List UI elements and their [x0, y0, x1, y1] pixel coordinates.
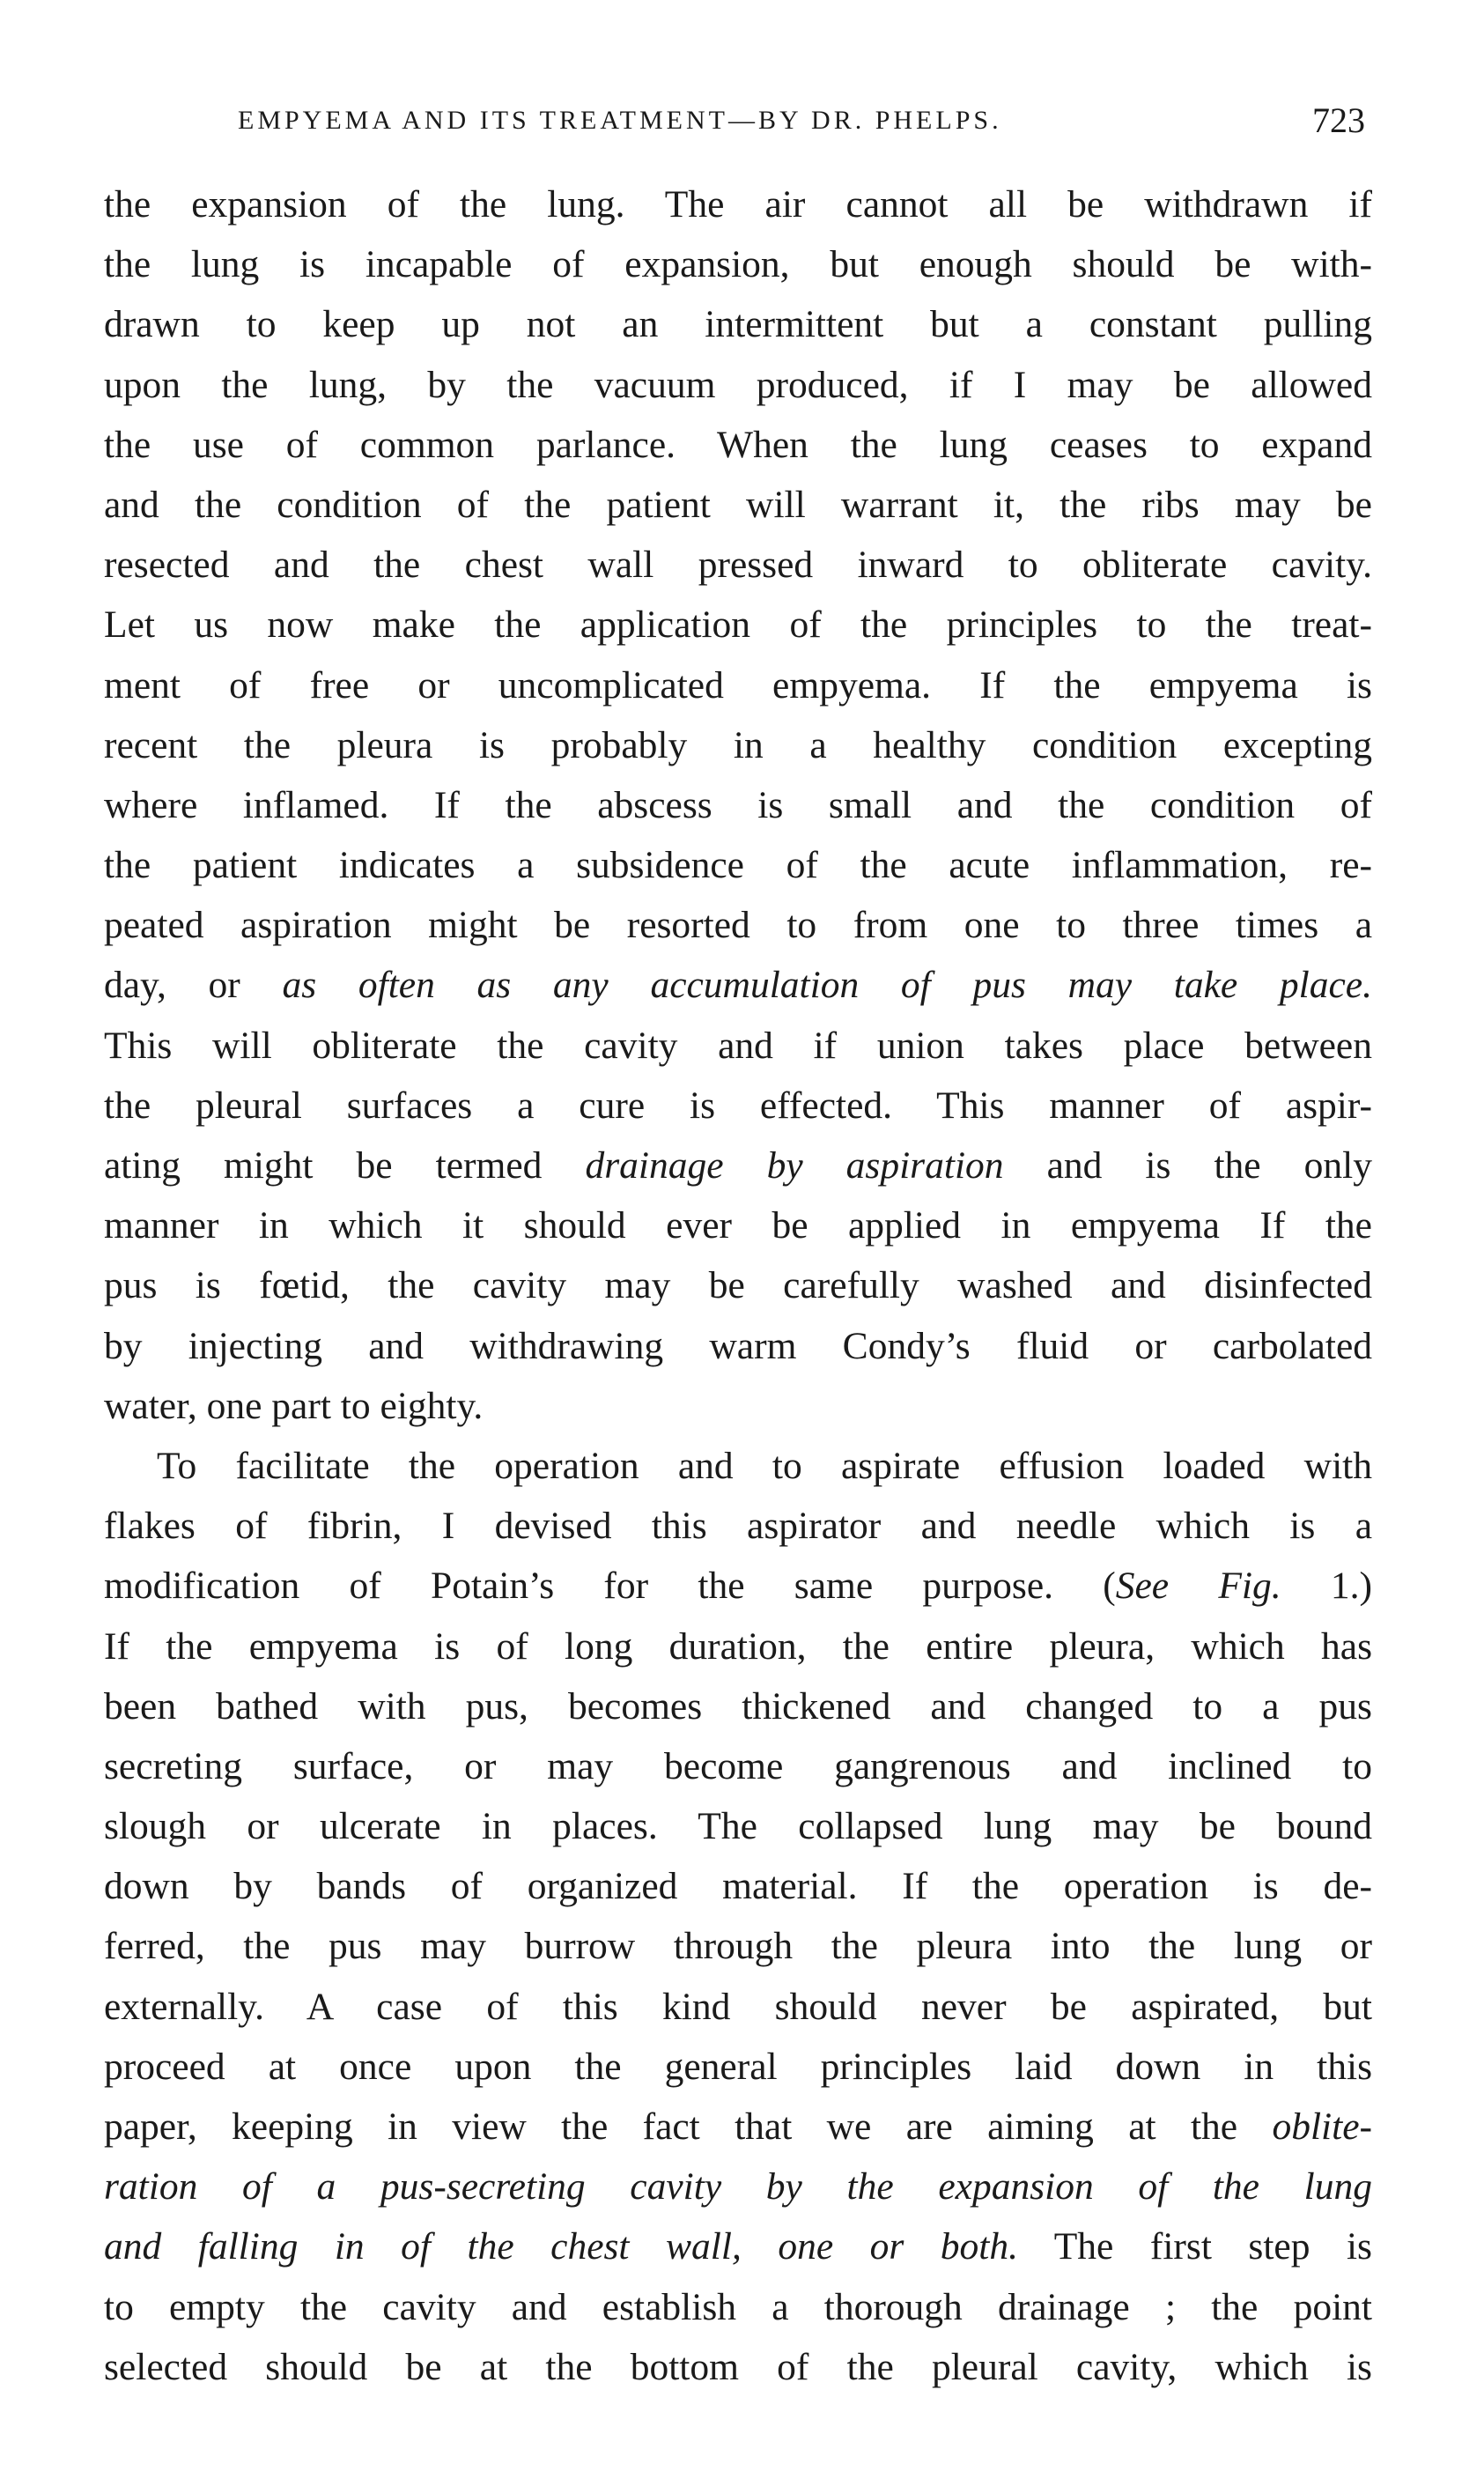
text-line [104, 1916, 1372, 1976]
text-segment: pus is fœtid, the cavity may be carefully washed and disinfected [104, 1264, 1372, 1307]
text-segment: Let us now make the application of the principles to the treat- [104, 603, 1372, 647]
italic-text: oblite- [1272, 2105, 1372, 2148]
text-segment: and the condition of the patient will warrant it, the ribs may be [104, 483, 1372, 526]
running-title: EMPYEMA AND ITS TREATMENT—BY DR. PHELPS. [238, 106, 1002, 135]
text-segment: ferred, the pus may burrow through the pleura into the lung or [104, 1925, 1372, 1968]
text-line [104, 174, 1372, 234]
italic-text: drainage by aspiration [585, 1144, 1004, 1187]
text-segment: the pleural surfaces a cure is effected. This manner of aspir- [104, 1084, 1372, 1127]
italic-text: See Fig. [1115, 1565, 1281, 1608]
text-segment: secreting surface, or may become gangrenous and inclined to [104, 1744, 1372, 1787]
text-segment: To facilitate the operation and to aspirate effusion loaded with [157, 1444, 1372, 1487]
text-line [104, 2337, 1372, 2397]
text-line [104, 1195, 1372, 1255]
text-line [104, 1977, 1372, 2037]
text-segment: drawn to keep up not an intermittent but a constant pulling [104, 303, 1372, 346]
text-segment: externally. A case of this kind should never be aspirated, but [104, 1985, 1372, 2028]
text-line [104, 955, 1372, 1015]
text-segment: by injecting and withdrawing warm Condy’s fluid or carbolated [104, 1324, 1372, 1367]
text-line [104, 1496, 1372, 1556]
text-segment: where inflamed. If the abscess is small and the condition of [104, 783, 1372, 826]
text-segment: down by bands of organized material. If the operation is de- [104, 1865, 1372, 1908]
text-line [104, 715, 1372, 775]
text-line [104, 835, 1372, 895]
text-line [104, 1316, 1372, 1376]
text-segment: slough or ulcerate in places. The collapsed lung may be bound [104, 1805, 1372, 1848]
text-segment: and is the only [1003, 1144, 1372, 1187]
text-segment: to empty the cavity and establish a thorough drainage ; the point [104, 2285, 1372, 2328]
page-number: 723 [1312, 100, 1365, 140]
text-segment: been bathed with pus, becomes thickened and changed to a pus [104, 1684, 1372, 1728]
text-segment: selected should be at the bottom of the pleural cavity, which is [104, 2345, 1372, 2388]
text-segment: the expansion of the lung. The air cannot all be withdrawn if [104, 183, 1372, 226]
text-segment: the use of common parlance. When the lung ceases to expand [104, 423, 1372, 466]
text-line [104, 595, 1372, 655]
text-line [104, 1617, 1372, 1676]
text-line [104, 2216, 1372, 2276]
text-line [104, 1796, 1372, 1856]
text-segment: proceed at once upon the general principles laid down in this [104, 2045, 1372, 2088]
text-line [104, 2157, 1372, 2216]
text-segment: ating might be termed [104, 1144, 586, 1187]
text-line [104, 1676, 1372, 1736]
text-line [104, 2277, 1372, 2337]
text-line [104, 234, 1372, 294]
text-line [104, 1856, 1372, 1916]
text-line [104, 1556, 1372, 1616]
text-line [104, 1255, 1372, 1315]
italic-text: ration of a pus-secreting cavity by the expansion of the lung [104, 2165, 1372, 2209]
text-line [104, 1436, 1372, 1496]
text-line [104, 1376, 1372, 1436]
text-line [104, 535, 1372, 595]
text-segment: paper, keeping in view the fact that we are aiming at the [104, 2105, 1273, 2148]
text-line [104, 1136, 1372, 1195]
text-line [104, 475, 1372, 535]
body-text [104, 174, 1372, 2397]
text-segment: peated aspiration might be resorted to from one to three times a [104, 904, 1372, 947]
italic-text: and falling in of the chest wall, one or both. [104, 2225, 1018, 2268]
text-segment: flakes of fibrin, I devised this aspirator and needle which is a [104, 1505, 1372, 1548]
text-segment: day, or [104, 964, 283, 1007]
text-segment: manner in which it should ever be applied in empyema If the [104, 1204, 1372, 1247]
text-segment: modification of Potain’s for the same purpose. ( [104, 1565, 1116, 1608]
text-line [104, 1736, 1372, 1796]
text-segment: the patient indicates a subsidence of the acute inflammation, re- [104, 844, 1372, 887]
text-segment: If the empyema is of long duration, the entire pleura, which has [104, 1624, 1372, 1668]
running-head [238, 99, 1365, 143]
text-line [104, 775, 1372, 835]
text-segment: 1.) [1281, 1565, 1372, 1608]
text-line [104, 415, 1372, 475]
text-segment: The first step is [1018, 2225, 1372, 2268]
text-line [104, 1076, 1372, 1136]
text-segment: recent the pleura is probably in a healthy condition excepting [104, 723, 1372, 766]
text-line [104, 2037, 1372, 2097]
text-line [104, 294, 1372, 354]
text-segment: the lung is incapable of expansion, but enough should be with- [104, 243, 1372, 286]
text-segment: water, one part to eighty. [104, 1384, 484, 1427]
text-segment: ment of free or uncomplicated empyema. If the empyema is [104, 663, 1372, 707]
text-segment: upon the lung, by the vacuum produced, if I may be allowed [104, 363, 1372, 406]
text-line [104, 655, 1372, 715]
text-line [104, 1016, 1372, 1076]
italic-text: as often as any accumulation of pus may take place. [282, 964, 1372, 1007]
text-line [104, 895, 1372, 955]
text-segment: resected and the chest wall pressed inward to obliterate cavity. [104, 544, 1372, 587]
text-line [104, 2097, 1372, 2157]
text-segment: This will obliterate the cavity and if union takes place between [104, 1024, 1372, 1067]
text-line [104, 355, 1372, 415]
